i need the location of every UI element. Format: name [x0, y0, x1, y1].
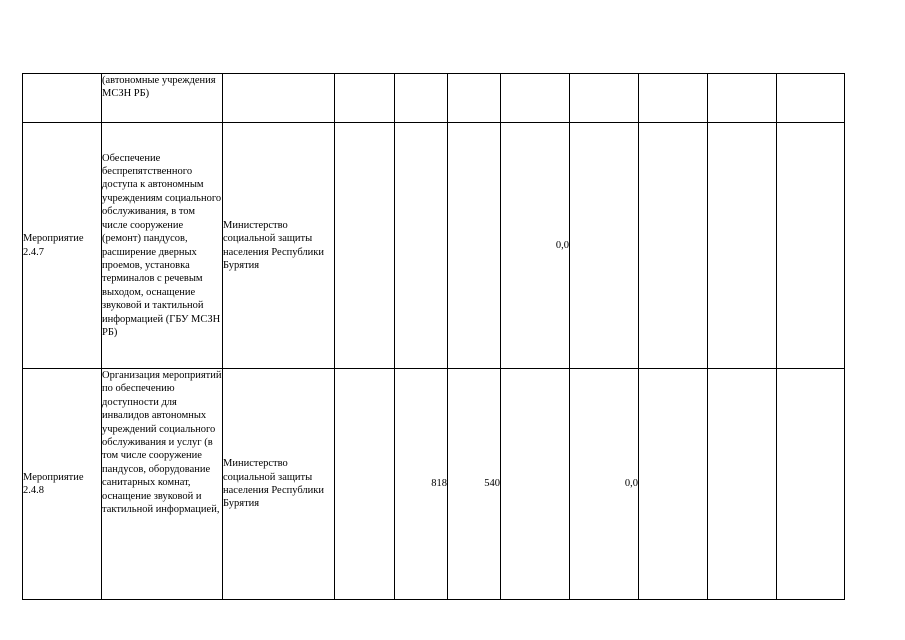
- value-cell: [395, 123, 448, 369]
- value-cell: [501, 74, 570, 123]
- value-cell: [335, 74, 395, 123]
- value-cell: [448, 123, 501, 369]
- value-cell: 0,0: [501, 123, 570, 369]
- value-cell: [777, 369, 845, 600]
- activity-description-cell: [102, 123, 223, 369]
- value-cell: [335, 123, 395, 369]
- table-row: [23, 369, 845, 600]
- value-cell: 818: [395, 369, 448, 600]
- value-cell: [708, 123, 777, 369]
- value-cell: [395, 74, 448, 123]
- value-cell: 540: [448, 369, 501, 600]
- value-cell: [639, 123, 708, 369]
- activity-code-cell: [23, 74, 102, 123]
- activity-code: Мероприятие 2.4.8: [23, 471, 84, 496]
- activity-code: Мероприятие 2.4.7: [23, 233, 84, 258]
- activity-code-cell: [23, 123, 102, 369]
- value-cell: [708, 369, 777, 600]
- activity-code-cell: [23, 369, 102, 600]
- value-cell: [708, 74, 777, 123]
- activity-description: Организация мероприятий по обеспечению доступности для инвалидов автономных учреждений социального обслуживания и услуг (в том числе сооружение пандусов, оборудование санитарных комнат, оснащение звуковой и тактильной информацией,: [102, 370, 222, 516]
- activity-description: Обеспечение беспрепятственного доступа к автономным учреждениям социального обслуживания, в том числе сооружение (ремонт) пандусов, расширение дверных проемов, установка терминалов с речевым выходом, оснащение звуковой и тактильной информацией (ГБУ МСЗН РБ): [102, 152, 222, 338]
- table-row: [23, 74, 845, 123]
- value-cell: [777, 123, 845, 369]
- program-activities-table: [22, 73, 845, 600]
- activity-description: (автономные учреждения МСЗН РБ): [102, 75, 216, 100]
- value-cell: [639, 74, 708, 123]
- responsible-cell: [223, 369, 335, 600]
- table-row: [23, 123, 845, 369]
- responsible-cell: [223, 123, 335, 369]
- value-cell: [639, 369, 708, 600]
- value-cell: 0,0: [570, 369, 639, 600]
- responsible-executor: Министерство социальной защиты населения Республики Бурятия: [223, 458, 324, 510]
- value-cell: [570, 74, 639, 123]
- value-cell: [448, 74, 501, 123]
- value-cell: [501, 369, 570, 600]
- value-cell: [777, 74, 845, 123]
- responsible-executor: Министерство социальной защиты населения Республики Бурятия: [223, 219, 324, 271]
- responsible-cell: [223, 74, 335, 123]
- value-cell: [335, 369, 395, 600]
- activity-description-cell: [102, 369, 223, 600]
- value-cell: [570, 123, 639, 369]
- activity-description-cell: [102, 74, 223, 123]
